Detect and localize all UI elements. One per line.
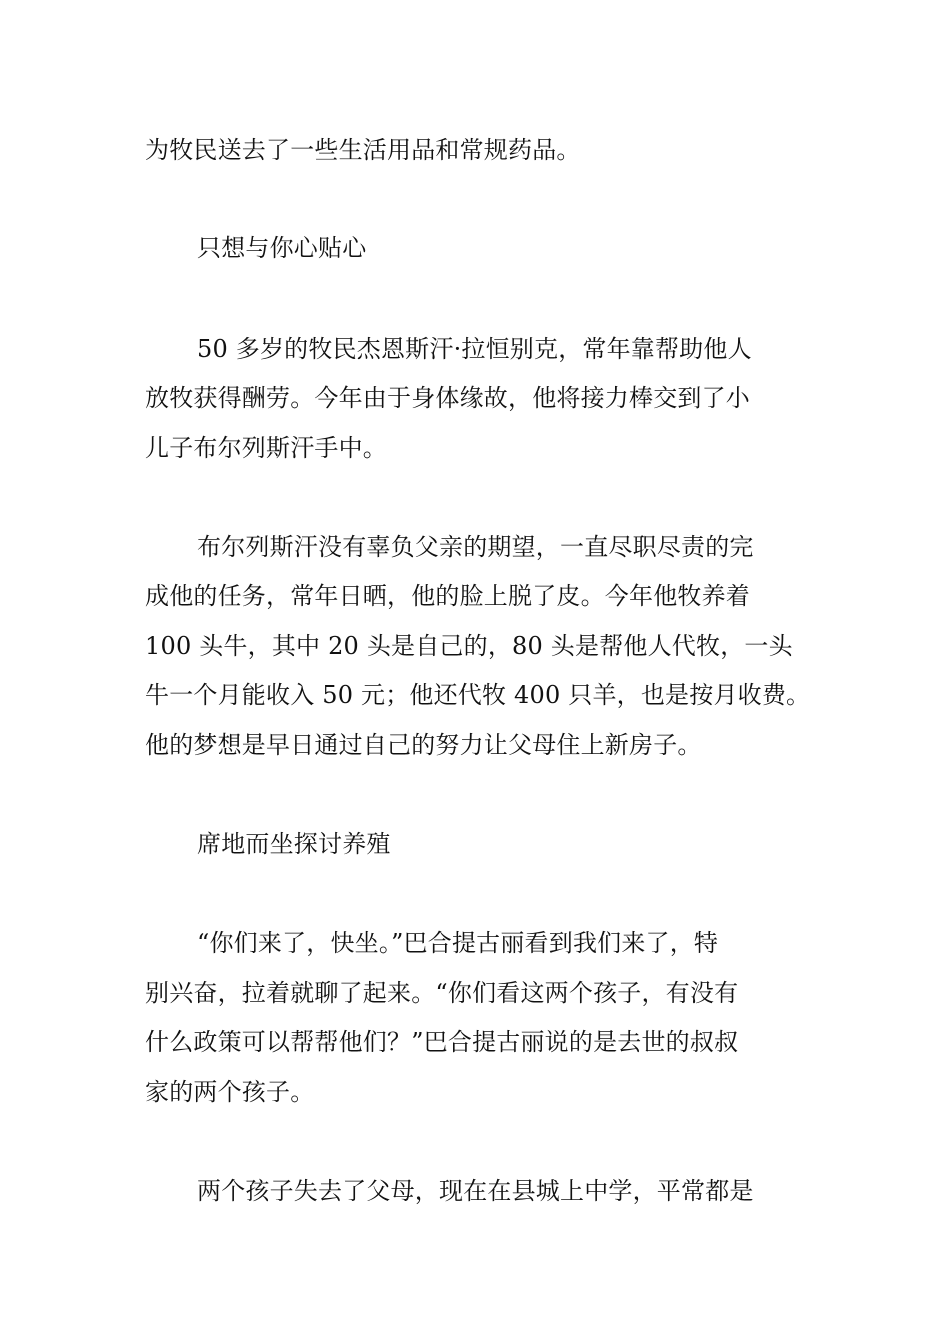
paragraph-line: 牛一个月能收入 50 元；他还代牧 400 只羊，也是按月收费。 [145, 681, 811, 709]
paragraph-line: 为牧民送去了一些生活用品和常规药品。 [145, 136, 581, 164]
paragraph-line: 100 头牛，其中 20 头是自己的，80 头是帮他人代牧，一头 [145, 632, 793, 660]
paragraph-line: 家的两个孩子。 [145, 1078, 315, 1106]
paragraph-line: 50 多岁的牧民杰恩斯汗·拉恒别克，常年靠帮助他人 [197, 335, 752, 363]
paragraph-line: 什么政策可以帮帮他们？”巴合提古丽说的是去世的叔叔 [145, 1028, 739, 1056]
section-heading: 席地而坐探讨养殖 [197, 830, 391, 858]
paragraph-line: 别兴奋，拉着就聊了起来。“你们看这两个孩子，有没有 [145, 979, 739, 1007]
paragraph-line: 两个孩子失去了父母，现在在县城上中学，平常都是 [197, 1177, 754, 1205]
paragraph-line: 布尔列斯汗没有辜负父亲的期望，一直尽职尽责的完 [197, 533, 754, 561]
section-heading: 只想与你心贴心 [197, 234, 367, 262]
paragraph-line: 放牧获得酬劳。今年由于身体缘故，他将接力棒交到了小 [145, 384, 750, 412]
paragraph-line: 成他的任务，常年日晒，他的脸上脱了皮。今年他牧养着 [145, 582, 750, 610]
paragraph-line: 他的梦想是早日通过自己的努力让父母住上新房子。 [145, 731, 702, 759]
paragraph-line: “你们来了，快坐。”巴合提古丽看到我们来了，特 [197, 929, 719, 957]
paragraph-line: 儿子布尔列斯汗手中。 [145, 434, 387, 462]
